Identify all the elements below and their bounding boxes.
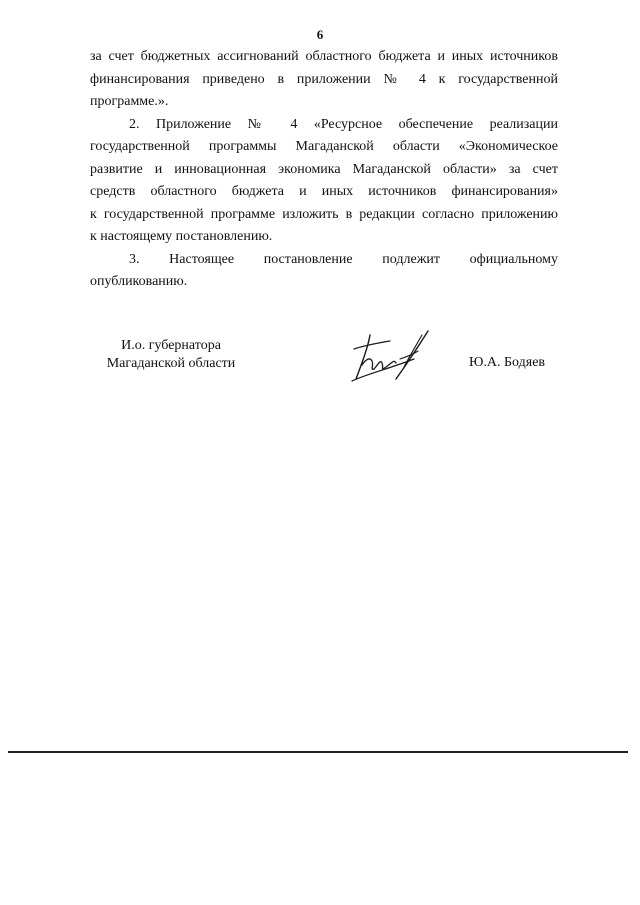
signer-name: Ю.А. Бодяев	[469, 355, 546, 370]
paragraph-1	[90, 46, 558, 114]
text-line: 3. Настоящее постановление подлежит официальному	[129, 251, 558, 267]
signer-title-line1: И.о. губернатора	[121, 338, 221, 353]
paragraph-2	[90, 114, 558, 249]
text-line: финансирования приведено в приложении № 4 к государственной	[90, 71, 558, 87]
signature-block	[0, 337, 640, 407]
text-line: 2. Приложение № 4 «Ресурсное обеспечение реализации	[129, 116, 558, 132]
page-number: 6	[316, 27, 324, 42]
handwritten-signature	[348, 329, 438, 389]
document-body	[90, 46, 558, 294]
paragraph-3	[90, 249, 558, 294]
text-line: к государственной программе изложить в редакции согласно приложению	[90, 206, 558, 222]
text-line: за счет бюджетных ассигнований областного бюджета и иных источников	[90, 49, 558, 64]
text-line: к настоящему постановлению.	[90, 229, 273, 244]
text-line: программе.».	[90, 94, 169, 109]
text-line: опубликованию.	[90, 274, 188, 289]
footer-divider	[8, 751, 628, 753]
signer-title	[96, 337, 246, 373]
text-line: средств областного бюджета и иных источников финансирования»	[90, 184, 558, 199]
signer-title-line2: Магаданской области	[106, 356, 236, 371]
text-line: государственной программы Магаданской области «Экономическое	[90, 139, 558, 154]
text-line: развитие и инновационная экономика Магаданской области» за счет	[90, 161, 558, 177]
